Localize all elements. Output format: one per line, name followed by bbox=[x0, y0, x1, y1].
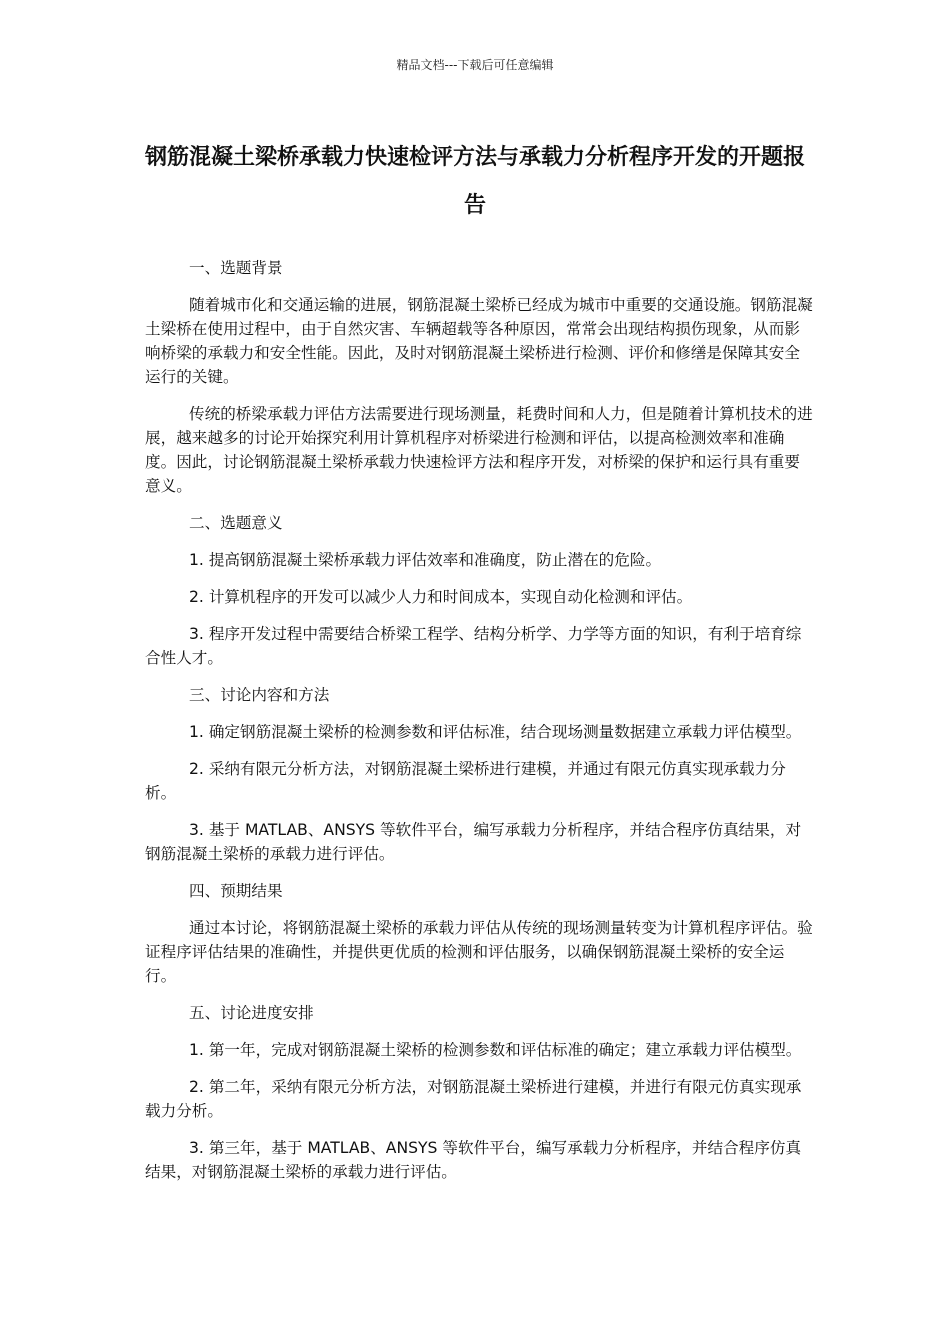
list-item: 3. 第三年，基于 MATLAB、ANSYS 等软件平台，编写承载力分析程序，并结合程序仿真结果，对钢筋混凝土梁桥的承载力进行评估。 bbox=[145, 1139, 802, 1181]
list-item: 2. 第二年，采纳有限元分析方法，对钢筋混凝土梁桥进行建模，并进行有限元仿真实现承载力分析。 bbox=[145, 1078, 802, 1120]
list-item: 1. 确定钢筋混凝土梁桥的检测参数和评估标准，结合现场测量数据建立承载力评估模型。 bbox=[189, 723, 802, 741]
section-heading: 五、讨论进度安排 bbox=[189, 1004, 314, 1022]
section-heading: 四、预期结果 bbox=[189, 882, 283, 900]
section-heading: 三、讨论内容和方法 bbox=[189, 686, 330, 704]
list-item: 2. 采纳有限元分析方法，对钢筋混凝土梁桥进行建模，并通过有限元仿真实现承载力分析。 bbox=[145, 760, 786, 802]
section-heading: 一、选题背景 bbox=[189, 259, 283, 277]
document-body bbox=[145, 256, 815, 1197]
paragraph: 随着城市化和交通运输的进展，钢筋混凝土梁桥已经成为城市中重要的交通设施。钢筋混凝土梁桥在使用过程中，由于自然灾害、车辆超载等各种原因，常常会出现结构损伤现象，从而影响桥梁的承载力和安全性能。因此，及时对钢筋混凝土梁桥进行检测、评价和修缮是保障其安全运行的关键。 bbox=[145, 296, 813, 386]
paragraph: 传统的桥梁承载力评估方法需要进行现场测量，耗费时间和人力，但是随着计算机技术的进展，越来越多的讨论开始探究利用计算机程序对桥梁进行检测和评估，以提高检测效率和准确度。因此，讨论钢筋混凝土梁桥承载力快速检评方法和程序开发，对桥梁的保护和运行具有重要意义。 bbox=[145, 405, 813, 495]
list-item: 1. 第一年，完成对钢筋混凝土梁桥的检测参数和评估标准的确定；建立承载力评估模型。 bbox=[189, 1041, 802, 1059]
list-item: 2. 计算机程序的开发可以减少人力和时间成本，实现自动化检测和评估。 bbox=[189, 588, 693, 606]
paragraph: 通过本讨论，将钢筋混凝土梁桥的承载力评估从传统的现场测量转变为计算机程序评估。验证程序评估结果的准确性，并提供更优质的检测和评估服务，以确保钢筋混凝土梁桥的安全运行。 bbox=[145, 919, 813, 985]
list-item: 3. 程序开发过程中需要结合桥梁工程学、结构分析学、力学等方面的知识，有利于培育综合性人才。 bbox=[145, 625, 802, 667]
list-item: 3. 基于 MATLAB、ANSYS 等软件平台，编写承载力分析程序，并结合程序仿真结果，对钢筋混凝土梁桥的承载力进行评估。 bbox=[145, 821, 802, 863]
document-title: 钢筋混凝土梁桥承载力快速检评方法与承载力分析程序开发的开题报告 bbox=[144, 145, 805, 218]
list-item: 1. 提高钢筋混凝土梁桥承载力评估效率和准确度，防止潜在的危险。 bbox=[189, 551, 662, 569]
header-note: 精品文档---下载后可任意编辑 bbox=[396, 58, 554, 72]
section-heading: 二、选题意义 bbox=[189, 514, 283, 532]
